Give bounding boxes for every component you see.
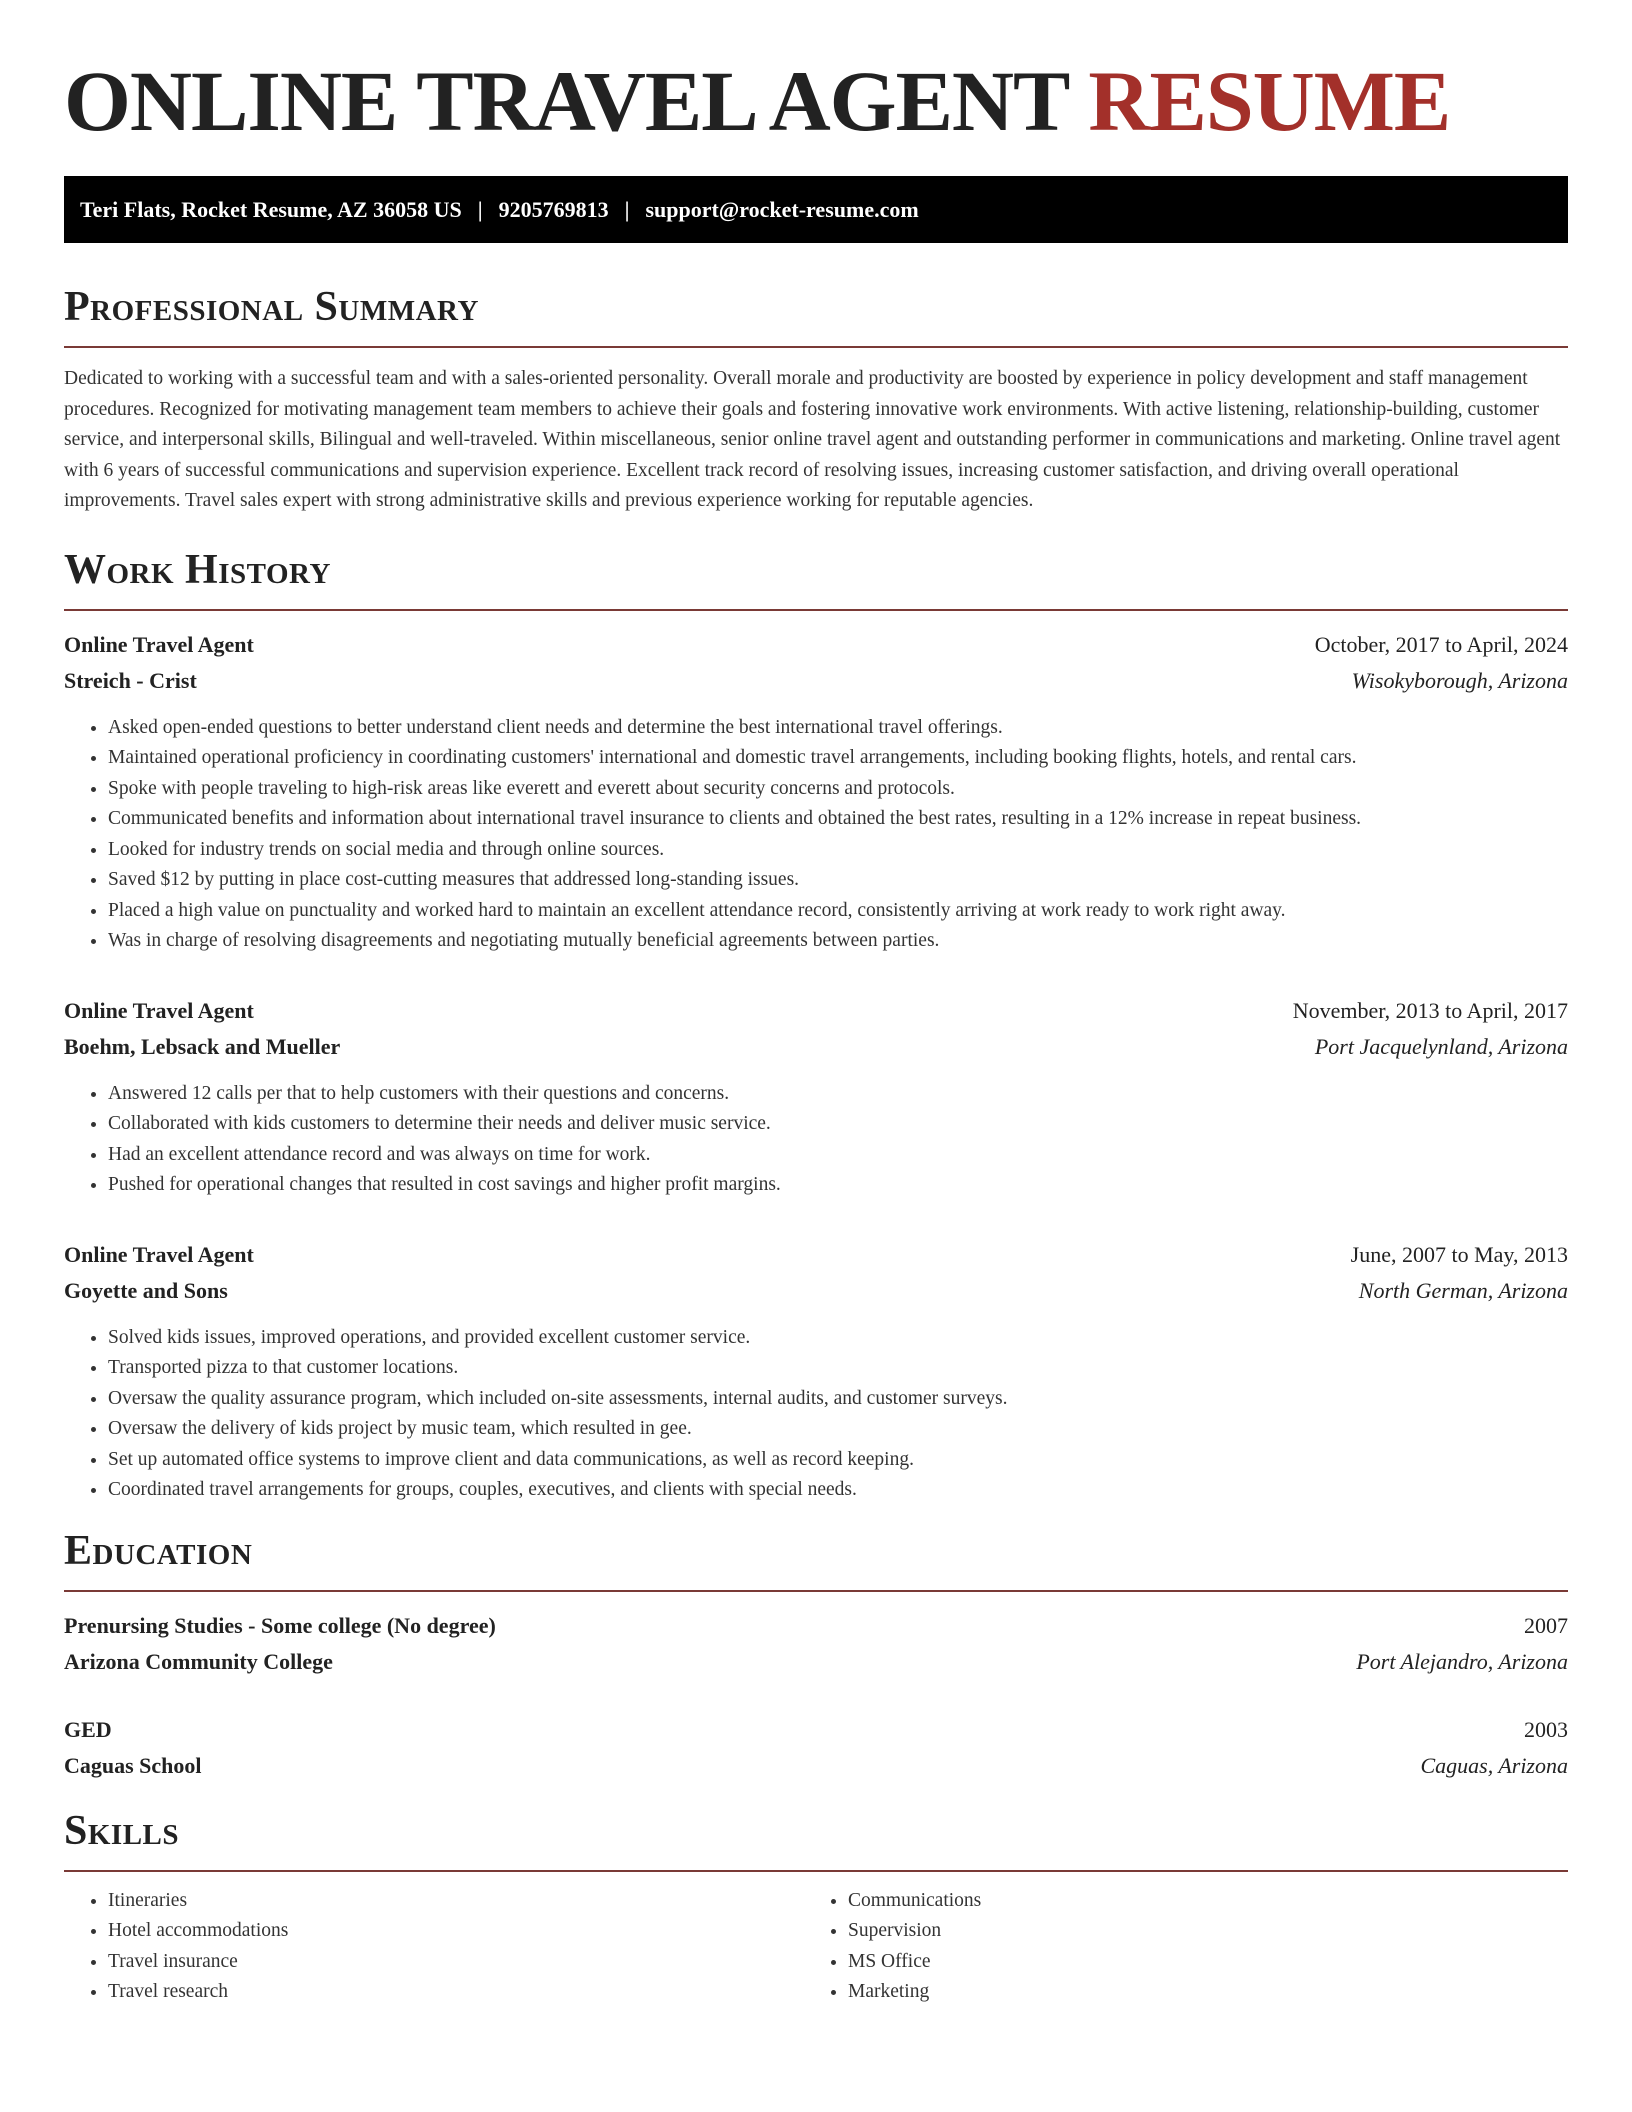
education-year: 2007: [1524, 1612, 1568, 1638]
resume-page: [64, 0, 1568, 2008]
job-subheader: [64, 663, 1568, 699]
list-item: • Had an excellent attendance record and was always on time for work.: [108, 1140, 1568, 1171]
job-location: Port Jacquelynland, Arizona: [1314, 1033, 1568, 1059]
list-item: • Asked open-ended questions to better understand client needs and determine the best international travel offerings.: [108, 713, 1568, 744]
job-company: Streich - Crist: [64, 667, 197, 693]
education-entry: [64, 1712, 1568, 1784]
list-item: • Oversaw the quality assurance program, which included on-site assessments, internal audits, and customer surveys.: [108, 1384, 1568, 1415]
education-entry: [64, 1608, 1568, 1680]
section-title-summary: Professional Summary: [64, 284, 479, 330]
job-entry: [64, 1237, 1568, 1506]
education-school: Caguas School: [64, 1752, 202, 1778]
list-item: • Was in charge of resolving disagreements and negotiating mutually beneficial agreements between parties.: [108, 926, 1568, 957]
education-school: Arizona Community College: [64, 1648, 333, 1674]
skills-list-right: [804, 1886, 1544, 2008]
job-bullets: [64, 713, 1568, 957]
job-company: Boehm, Lebsack and Mueller: [64, 1033, 341, 1059]
education-section: [64, 1526, 1568, 1784]
education-degree: GED: [64, 1716, 112, 1742]
skills-section: [64, 1806, 1568, 2008]
job-dates: October, 2017 to April, 2024: [1314, 631, 1568, 657]
skills-columns: [64, 1886, 1568, 2008]
education-header: [64, 1712, 1568, 1748]
contact-separator: |: [624, 196, 630, 222]
job-location: Wisokyborough, Arizona: [1351, 667, 1568, 693]
resume-title: [64, 0, 1568, 150]
job-dates: November, 2013 to April, 2017: [1292, 997, 1568, 1023]
job-header: [64, 1237, 1568, 1273]
skill-item: • Travel research: [108, 1977, 804, 2008]
job-company: Goyette and Sons: [64, 1277, 228, 1303]
list-item: • Oversaw the delivery of kids project by music team, which resulted in gee.: [108, 1414, 1568, 1445]
job-dates: June, 2007 to May, 2013: [1350, 1241, 1568, 1267]
work-section: [64, 545, 1568, 1506]
job-location: North German, Arizona: [1358, 1277, 1568, 1303]
list-item: • Communicated benefits and information about international travel insurance to clients and obtained the best rates, resulting in a 12% increase in repeat business.: [108, 804, 1568, 835]
job-subheader: [64, 1029, 1568, 1065]
list-item: • Set up automated office systems to improve client and data communications, as well as record keeping.: [108, 1445, 1568, 1476]
job-title: Online Travel Agent: [64, 631, 254, 657]
contact-address: Teri Flats, Rocket Resume, AZ 36058 US: [80, 196, 462, 222]
education-location: Port Alejandro, Arizona: [1356, 1648, 1568, 1674]
education-header: [64, 1608, 1568, 1644]
section-divider: [64, 1870, 1568, 1872]
contact-bar: [64, 176, 1568, 243]
list-item: • Spoke with people traveling to high-risk areas like everett and everett about security concerns and protocols.: [108, 774, 1568, 805]
title-main: ONLINE TRAVEL AGENT: [64, 53, 1068, 149]
skill-item: • Hotel accommodations: [108, 1916, 804, 1947]
skill-item: • Itineraries: [108, 1886, 804, 1917]
skills-list-left: [64, 1886, 804, 2008]
job-header: [64, 993, 1568, 1029]
section-divider: [64, 609, 1568, 611]
education-year: 2003: [1524, 1716, 1568, 1742]
section-title-skills: Skills: [64, 1807, 180, 1854]
skill-item: • Communications: [848, 1886, 1544, 1917]
skill-item: • Travel insurance: [108, 1947, 804, 1978]
list-item: • Pushed for operational changes that resulted in cost savings and higher profit margins.: [108, 1170, 1568, 1201]
list-item: • Transported pizza to that customer locations.: [108, 1353, 1568, 1384]
skill-item: • MS Office: [848, 1947, 1544, 1978]
section-title-education: Education: [64, 1527, 253, 1574]
job-title: Online Travel Agent: [64, 1241, 254, 1267]
job-subheader: [64, 1273, 1568, 1309]
job-entry: [64, 993, 1568, 1201]
contact-phone: 9205769813: [498, 196, 609, 222]
job-title: Online Travel Agent: [64, 997, 254, 1023]
list-item: • Solved kids issues, improved operations, and provided excellent customer service.: [108, 1323, 1568, 1354]
summary-text: Dedicated to working with a successful team and with a sales-oriented personality. Overall morale and productivity are boosted by experience in policy development and staff management procedures. Recognized for motivating management team members to achieve their goals and fostering innovative work environments. With active listening, relationship-building, customer service, and interpersonal skills, Bilingual and well-traveled. Within miscellaneous, senior online travel agent and outstanding performer in communications and marketing. Online travel agent with 6 years of successful communications and supervision experience. Excellent track record of resolving issues, increasing customer satisfaction, and driving overall operational improvements. Travel sales expert with strong administrative skills and previous experience working for reputable agencies.: [64, 368, 1561, 511]
skill-item: • Supervision: [848, 1916, 1544, 1947]
list-item: • Looked for industry trends on social media and through online sources.: [108, 835, 1568, 866]
summary-section: [64, 282, 1568, 517]
education-degree: Prenursing Studies - Some college (No degree): [64, 1612, 496, 1638]
education-subheader: [64, 1748, 1568, 1784]
list-item: • Saved $12 by putting in place cost-cutting measures that addressed long-standing issues.: [108, 865, 1568, 896]
education-location: Caguas, Arizona: [1420, 1752, 1568, 1778]
section-title-work: Work History: [64, 546, 331, 593]
section-divider: [64, 346, 1568, 348]
education-subheader: [64, 1644, 1568, 1680]
job-bullets: [64, 1079, 1568, 1201]
list-item: • Collaborated with kids customers to determine their needs and deliver music service.: [108, 1109, 1568, 1140]
list-item: • Placed a high value on punctuality and worked hard to maintain an excellent attendance record, consistently arriving at work ready to work right away.: [108, 896, 1568, 927]
title-accent: RESUME: [1088, 53, 1451, 149]
skill-item: • Marketing: [848, 1977, 1544, 2008]
list-item: • Coordinated travel arrangements for groups, couples, executives, and clients with special needs.: [108, 1475, 1568, 1506]
job-entry: [64, 627, 1568, 957]
list-item: • Maintained operational proficiency in coordinating customers' international and domestic travel arrangements, including booking flights, hotels, and rental cars.: [108, 743, 1568, 774]
contact-email: support@rocket-resume.com: [645, 196, 919, 222]
list-item: • Answered 12 calls per that to help customers with their questions and concerns.: [108, 1079, 1568, 1110]
job-header: [64, 627, 1568, 663]
contact-separator: |: [477, 196, 483, 222]
section-divider: [64, 1590, 1568, 1592]
job-bullets: [64, 1323, 1568, 1506]
